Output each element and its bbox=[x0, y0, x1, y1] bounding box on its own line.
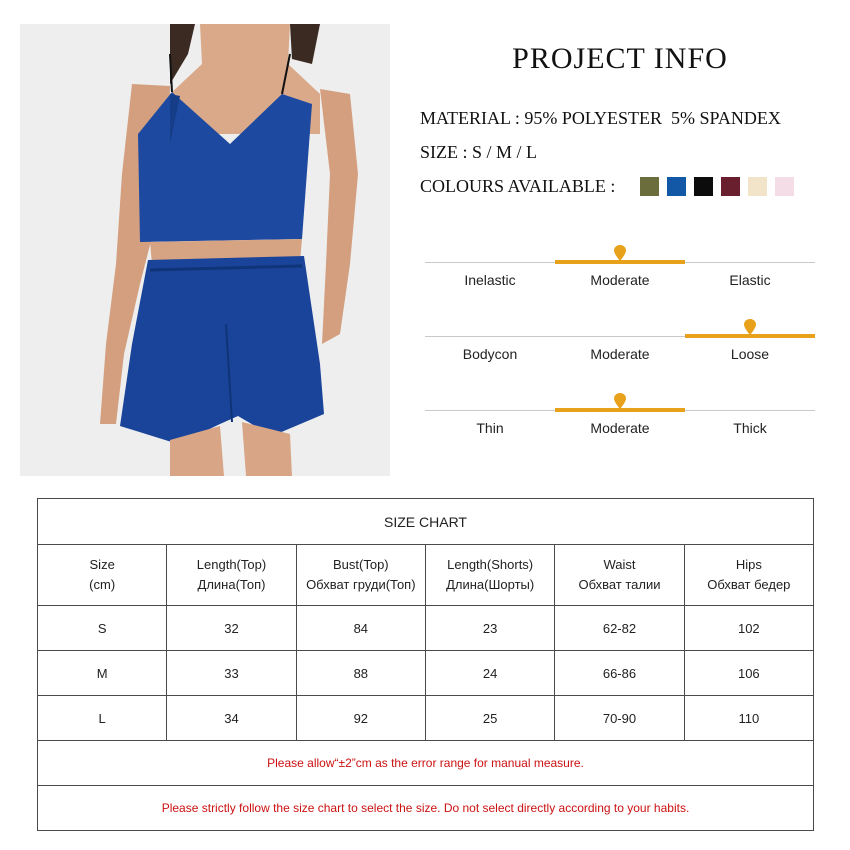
header-en: Hips bbox=[735, 557, 762, 572]
table-cell: 92 bbox=[296, 696, 425, 741]
table-cell: L bbox=[38, 696, 167, 741]
project-info-title: PROJECT INFO bbox=[512, 42, 728, 75]
colour-swatch-black[interactable] bbox=[694, 177, 713, 196]
header-en: Size bbox=[89, 557, 115, 572]
table-cell: 106 bbox=[684, 651, 813, 696]
header-length-top bbox=[167, 545, 296, 606]
colours-label: COLOURS AVAILABLE : bbox=[420, 176, 616, 196]
scale-label-low: Bodycon bbox=[462, 346, 518, 362]
location-pin-icon bbox=[743, 319, 757, 335]
size-chart-title: SIZE CHART bbox=[38, 499, 814, 545]
size-advice-note: Please strictly follow the size chart to select the size. Do not select directly according to your habits. bbox=[38, 786, 814, 831]
table-row bbox=[38, 696, 814, 741]
table-cell: 24 bbox=[425, 651, 554, 696]
colour-swatches bbox=[640, 177, 794, 196]
table-cell: 62-82 bbox=[555, 606, 684, 651]
table-cell: 25 bbox=[425, 696, 554, 741]
header-hips bbox=[684, 545, 813, 606]
scale-label-high: Loose bbox=[730, 346, 770, 362]
scale-label-mid: Moderate bbox=[590, 272, 650, 288]
table-note-row bbox=[38, 786, 814, 831]
header-sub: Обхват талии bbox=[578, 577, 661, 592]
colour-swatch-olive[interactable] bbox=[640, 177, 659, 196]
product-photo bbox=[20, 24, 390, 476]
table-cell: 23 bbox=[425, 606, 554, 651]
table-header-row bbox=[38, 545, 814, 606]
table-cell: M bbox=[38, 651, 167, 696]
scale-label-low: Thin bbox=[476, 420, 504, 436]
header-length-shorts bbox=[425, 545, 554, 606]
table-cell: 70-90 bbox=[555, 696, 684, 741]
table-cell: 66-86 bbox=[555, 651, 684, 696]
table-cell: 110 bbox=[684, 696, 813, 741]
table-cell: 34 bbox=[167, 696, 296, 741]
location-pin-icon bbox=[613, 393, 627, 409]
header-waist bbox=[555, 545, 684, 606]
error-range-note: Please allow“±2”cm as the error range for manual measure. bbox=[38, 741, 814, 786]
location-pin-icon bbox=[613, 245, 627, 261]
colour-swatch-pink[interactable] bbox=[775, 177, 794, 196]
scale-label-mid: Moderate bbox=[590, 420, 650, 436]
thickness-scale bbox=[425, 390, 815, 440]
fit-scale bbox=[425, 316, 815, 366]
elasticity-scale bbox=[425, 242, 815, 292]
header-en: Bust(Top) bbox=[333, 557, 389, 572]
colour-swatch-blue[interactable] bbox=[667, 177, 686, 196]
table-cell: 84 bbox=[296, 606, 425, 651]
table-row bbox=[38, 606, 814, 651]
table-note-row bbox=[38, 741, 814, 786]
table-cell: 88 bbox=[296, 651, 425, 696]
table-row bbox=[38, 651, 814, 696]
scale-label-mid: Moderate bbox=[590, 346, 650, 362]
header-sub: Обхват бедер bbox=[707, 577, 791, 592]
size-chart-table bbox=[37, 498, 814, 831]
header-en: Waist bbox=[603, 557, 636, 572]
colour-swatch-beige[interactable] bbox=[748, 177, 767, 196]
header-en: Length(Shorts) bbox=[447, 557, 534, 572]
material-text: MATERIAL : 95% POLYESTER 5% SPANDEX bbox=[420, 108, 781, 128]
header-sub: Длина(Топ) bbox=[197, 577, 266, 592]
colour-swatch-burgundy[interactable] bbox=[721, 177, 740, 196]
header-sub: (cm) bbox=[89, 577, 116, 592]
scale-label-low: Inelastic bbox=[464, 272, 516, 288]
table-cell: 33 bbox=[167, 651, 296, 696]
size-text: SIZE : S / M / L bbox=[420, 142, 538, 162]
header-sub: Обхват груди(Топ) bbox=[306, 577, 416, 592]
header-size bbox=[38, 545, 167, 606]
table-cell: 32 bbox=[167, 606, 296, 651]
header-bust-top bbox=[296, 545, 425, 606]
header-sub: Длина(Шорты) bbox=[446, 577, 535, 592]
scale-label-high: Thick bbox=[733, 420, 767, 436]
table-cell: S bbox=[38, 606, 167, 651]
table-cell: 102 bbox=[684, 606, 813, 651]
scale-label-high: Elastic bbox=[729, 272, 771, 288]
header-en: Length(Top) bbox=[196, 557, 267, 572]
